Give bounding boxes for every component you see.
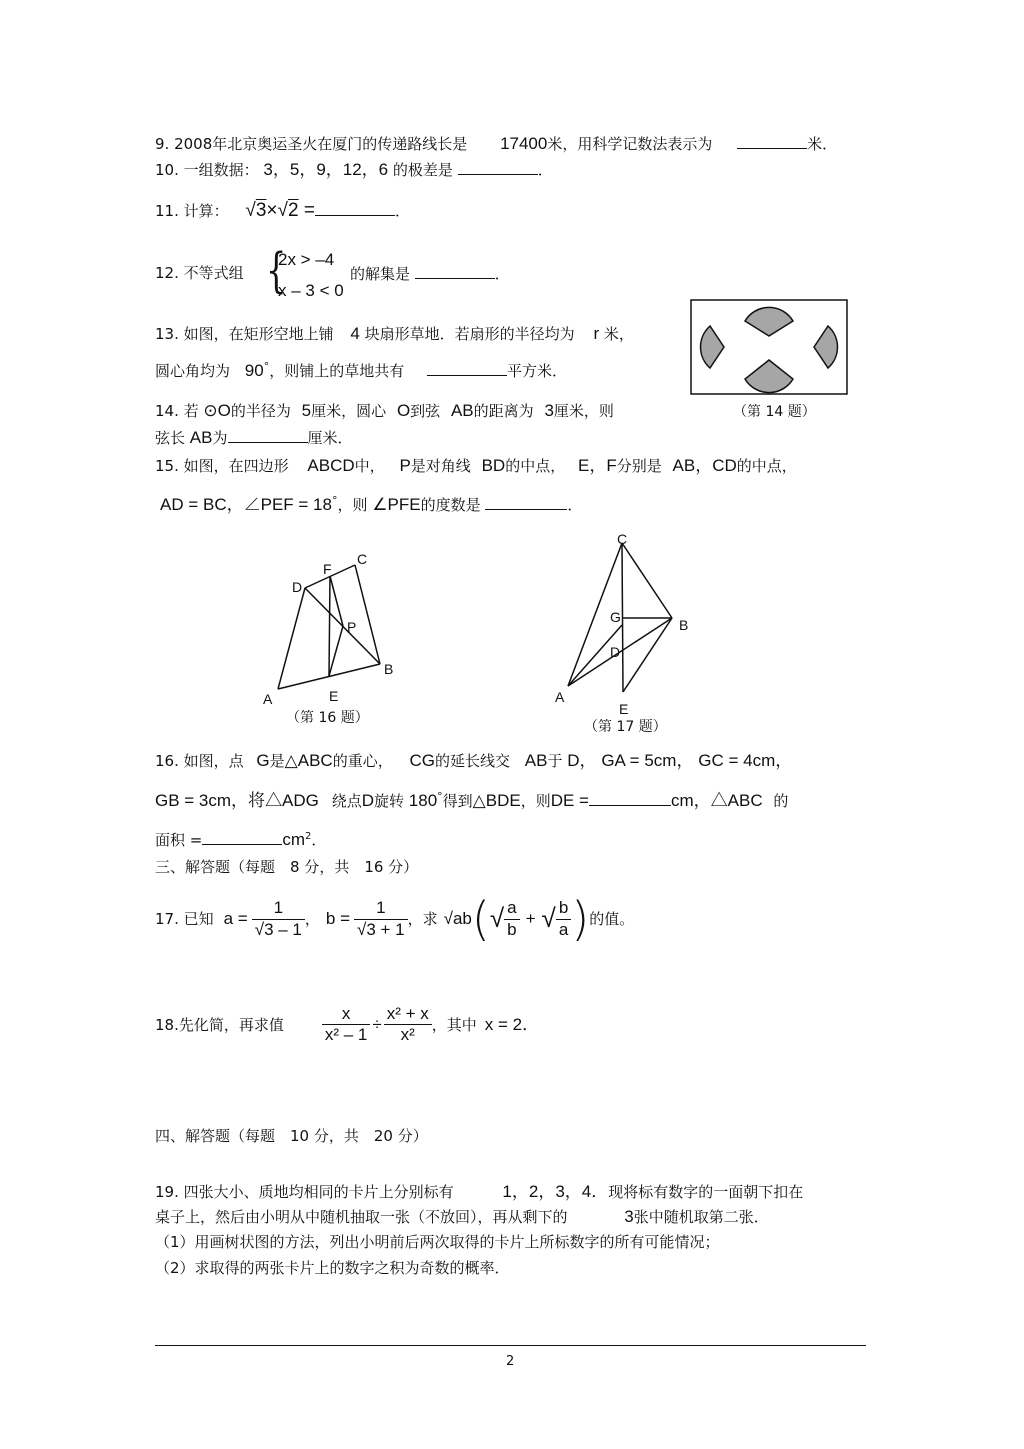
q14-text-d: 厘米，圆心: [311, 402, 387, 420]
q13-answer-blank[interactable]: [427, 361, 507, 376]
q17-fraction-ab: [504, 898, 519, 940]
question-9: [155, 134, 837, 154]
q10-answer-blank[interactable]: [458, 160, 538, 175]
q9-number: 9. 2008: [155, 135, 213, 153]
fig16-label-a: A: [263, 691, 273, 707]
q10-text: 的极差是: [392, 161, 453, 179]
fig16-segment-fp: [330, 576, 343, 626]
q10-tail: ．: [537, 161, 553, 179]
q14-distance: 3: [544, 401, 554, 420]
q16-segment-cg: CG: [409, 751, 435, 770]
q13-text-e: 米，: [603, 325, 634, 343]
fig16-segment-ep: [329, 626, 343, 676]
q16-text-g: 的延长线交: [434, 752, 510, 770]
q17-fraction-ba: [556, 898, 571, 940]
q16-text-2m: 的: [773, 792, 789, 810]
q12-brace: {: [266, 241, 287, 299]
question-15-line2: [160, 494, 582, 515]
q14-text-a: 14. 若: [155, 402, 199, 420]
question-16-line1: [155, 751, 792, 771]
q14-radius: 5: [301, 401, 312, 420]
q16-center-d: D: [361, 791, 374, 810]
q15-degree: °: [331, 494, 338, 507]
question-19-line1: [155, 1182, 803, 1202]
q16-gc: GC = 4cm，: [698, 751, 793, 770]
q17-fraction-b: [354, 898, 408, 940]
q15-text-g: 的中点，: [505, 457, 566, 475]
q12-text: 的解集是: [350, 265, 411, 283]
question-12-label: [155, 264, 244, 282]
q17-fraction-b-denominator: √3 + 1: [357, 919, 405, 939]
q13-text-2d: 平方米．: [507, 362, 568, 380]
q18-fraction-2: [384, 1004, 432, 1046]
q15-text-a: 15. 如图，在四边形: [155, 457, 289, 475]
figure-14: [690, 299, 848, 395]
q17-fraction-b-numerator: 1: [354, 898, 408, 919]
q11-expression: √3×√2 =: [245, 200, 315, 221]
q18-divide: ÷: [372, 1014, 382, 1034]
q11-answer-blank[interactable]: [315, 201, 395, 216]
q12-inequality-1: 2x > –4: [278, 250, 335, 269]
q15-quad: ABCD: [307, 456, 355, 475]
figure-16: [255, 545, 415, 715]
question-14-line2: [155, 428, 353, 448]
question-16-line2: [155, 790, 788, 811]
q9-value: 17400: [500, 134, 548, 153]
question-15-line1: [155, 456, 797, 476]
q16-text-a: 16. 如图，点: [155, 752, 244, 770]
question-19-part-2: （2）求取得的两张卡片上的数字之积为奇数的概率．: [155, 1259, 510, 1277]
q16-text-2c: 绕点: [331, 792, 362, 810]
q14-text-2c: 为: [212, 429, 228, 447]
q19-text-2a: 桌子上，然后由小明从中随机抽取一张（不放回），再从剩下的: [155, 1208, 568, 1226]
figure-17: [550, 530, 710, 720]
q13-count: 4: [350, 324, 360, 343]
q16-ga: GA = 5cm，: [601, 751, 694, 770]
footer-rule: [155, 1345, 866, 1346]
q17-fraction-ab-numerator: a: [504, 898, 519, 919]
q14-text-b: 的半径为: [230, 402, 291, 420]
q16-text-e: 的重心，: [332, 752, 393, 770]
q9-tail: 米．: [807, 135, 838, 153]
q18-fraction-2-numerator: x² + x: [384, 1004, 432, 1025]
question-13-line2: [155, 360, 567, 381]
q16-text-2e: 旋转: [373, 792, 404, 810]
q13-radius: r: [593, 324, 600, 343]
q18-fraction-2-denominator: x²: [400, 1025, 415, 1045]
q16-gb: GB = 3cm，将: [155, 791, 266, 810]
question-17: [155, 892, 635, 946]
q18-text: ，其中: [431, 1015, 477, 1034]
q15-diagonal: BD: [481, 456, 506, 475]
q10-number: 10. 一组数据：: [155, 161, 259, 179]
q16-text-i: 于: [547, 752, 563, 770]
q11-times: ×: [266, 200, 278, 221]
q18-condition: x = 2．: [484, 1014, 540, 1034]
q15-text-i: 分别是: [616, 457, 662, 475]
q16-text-c: 是: [269, 752, 285, 770]
question-18: [155, 1004, 539, 1046]
q14-center: O: [396, 401, 411, 420]
fig14-sector-top: [745, 307, 793, 336]
fig17-label-a: A: [555, 689, 565, 705]
q19-numbers: 1，2，3，4．: [502, 1182, 609, 1201]
question-13-line1: [155, 324, 634, 344]
question-19-line2: [155, 1207, 769, 1227]
q15-text-k: 的中点，: [736, 457, 797, 475]
q19-text-a: 19. 四张大小、质地均相同的卡片上分别标有: [155, 1183, 454, 1201]
q16-triangle: △ABC: [284, 751, 333, 770]
question-11: [155, 200, 410, 223]
q16-de-answer-blank[interactable]: [589, 791, 671, 806]
q17-a-eq: a =: [223, 908, 248, 928]
q17-fraction-a-numerator: 1: [252, 898, 305, 919]
fig14-sector-bottom: [745, 360, 793, 393]
q14-chord-2: AB: [189, 428, 213, 447]
q17-fraction-a-denominator: √3 – 1: [254, 919, 302, 939]
q14-answer-blank[interactable]: [228, 428, 308, 443]
q15-answer-blank[interactable]: [485, 495, 567, 510]
q19-remaining: 3: [624, 1207, 634, 1226]
fig16-label-b: B: [384, 661, 394, 677]
fig16-side-cb: [355, 565, 380, 664]
q16-point-d: D，: [567, 751, 597, 770]
fig16-side-ad: [278, 588, 305, 689]
fig17-label-b: B: [679, 617, 689, 633]
fig17-side-cb: [622, 543, 672, 618]
question-16-line3: [155, 830, 326, 850]
q12-answer-blank[interactable]: [415, 264, 495, 279]
q16-area-exponent: 2: [305, 831, 312, 842]
q16-area-unit: cm: [282, 830, 306, 849]
q14-chord: AB: [450, 401, 474, 420]
q15-text-c: 中，: [354, 457, 385, 475]
q17-plus: +: [525, 908, 536, 928]
fig17-caption: （第 17 题）: [584, 719, 667, 735]
q13-degree: °: [263, 360, 270, 373]
q16-triangle-adg: △ADG: [265, 791, 319, 810]
q16-unit: cm，: [671, 791, 711, 810]
q16-side-ab: AB: [524, 751, 548, 770]
q12-rest: [350, 264, 510, 283]
q19-text-c: 现将标有数字的一面朝下扣在: [608, 1183, 804, 1201]
fig17-label-d: D: [610, 644, 621, 660]
q11-equals: =: [303, 200, 315, 221]
q11-radicand-a: 3: [255, 200, 267, 221]
page-number: 2: [506, 1354, 515, 1369]
q18-fraction-1-denominator: x² – 1: [324, 1025, 368, 1045]
q16-area-answer-blank[interactable]: [202, 830, 282, 845]
q17-separator: ，: [304, 910, 320, 928]
q14-circle: ⊙O: [203, 401, 231, 420]
question-10: [155, 160, 553, 180]
q14-text-h: 的距离为: [473, 402, 534, 420]
q14-text-j: 厘米，则: [553, 402, 614, 420]
q15-text-2d: 的度数是: [420, 496, 481, 514]
q14-text-2d: 厘米．: [307, 429, 353, 447]
fig16-label-e: E: [329, 688, 339, 704]
q16-text-3c: ．: [311, 831, 327, 849]
q9-answer-blank[interactable]: [737, 134, 807, 149]
fig14-caption: （第 14 题）: [733, 404, 816, 420]
section-4-heading: 四、解答题（每题 10 分，共 20 分）: [155, 1127, 428, 1145]
q15-tail: ．: [567, 496, 583, 514]
fig14-sector-right: [814, 326, 837, 368]
q15-angle: ∠PFE: [372, 495, 421, 514]
q9-text: 年北京奥运圣火在厦门的传递路线长是: [212, 135, 468, 153]
fig16-label-d: D: [292, 579, 303, 595]
q9-text2: 米，用科学记数法表示为: [547, 135, 713, 153]
q11-radicand-b: 2: [287, 200, 299, 221]
q15-text-2b: ，则: [337, 496, 368, 514]
q16-text-3a: 面积 =: [155, 831, 203, 849]
fig17-segment-eb: [623, 618, 672, 692]
question-14-line1: [155, 401, 614, 421]
q14-text-2a: 弦长: [155, 429, 186, 447]
q18-number: 18.先化简，再求值: [155, 1015, 284, 1034]
q15-given: AD = BC，∠PEF = 18: [160, 495, 332, 514]
q17-fraction-ba-numerator: b: [556, 898, 571, 919]
q17-fraction-ab-denominator: b: [507, 919, 517, 939]
fig17-label-c: C: [617, 531, 628, 547]
q12-inequality-2: x – 3 < 0: [278, 281, 344, 300]
q17-text: ，求: [407, 910, 438, 928]
q15-points-ef: E，F: [578, 456, 617, 475]
q17-fraction-ba-denominator: a: [558, 919, 569, 939]
q17-sqrt-sign-2: √: [541, 903, 556, 934]
fig14-sector-left: [701, 326, 724, 368]
q13-text-2c: ，则铺上的草地共有: [269, 362, 405, 380]
fig17-label-e: E: [619, 701, 629, 717]
q16-text-2g: 得到: [442, 792, 473, 810]
q19-text-2c: 张中随机取第二张．: [633, 1208, 769, 1226]
q13-text-a: 13. 如图，在矩形空地上铺: [155, 325, 334, 343]
fig16-caption: （第 16 题）: [286, 710, 369, 726]
q10-data: 3，5，9，12，6: [263, 160, 389, 179]
q13-text-c: 块扇形草地．若扇形的半径均为: [364, 325, 575, 343]
q15-text-e: 是对角线: [410, 457, 471, 475]
fig17-label-g: G: [610, 609, 621, 625]
q16-text-2i: ，则: [520, 792, 551, 810]
q13-angle: 90: [244, 361, 264, 380]
q18-fraction-1-numerator: x: [322, 1004, 371, 1025]
fig16-label-c: C: [357, 551, 368, 567]
q11-number: 11. 计算：: [155, 202, 229, 220]
q15-point-p: P: [399, 456, 411, 475]
q17-sqrt-ab: √ab: [443, 908, 472, 928]
q13-text-2a: 圆心角均为: [155, 362, 231, 380]
q16-point-g: G: [256, 751, 270, 770]
q17-sqrt-sign-1: √: [489, 903, 505, 934]
q17-right-paren: ): [571, 892, 590, 946]
q17-tail: 的值。: [589, 910, 635, 928]
fig16-segment-fe: [329, 576, 330, 676]
q16-de: DE =: [550, 791, 589, 810]
q16-triangle-bde: △BDE: [472, 791, 521, 810]
q11-tail: ．: [394, 202, 410, 220]
q14-text-f: 到弦: [410, 402, 441, 420]
q18-fraction-1: [322, 1004, 371, 1046]
q17-fraction-a: [252, 898, 305, 940]
q17-left-paren: (: [471, 892, 490, 946]
q16-triangle-abc: △ABC: [710, 791, 763, 810]
question-19-part-1: （1）用画树状图的方法，列出小明前后两次取得的卡片上所标数字的所有可能情况；: [155, 1233, 720, 1251]
fig16-label-p: P: [347, 619, 357, 635]
q16-angle: 180: [408, 791, 438, 810]
q16-degree: °: [437, 790, 443, 803]
q17-number: 17. 已知: [155, 910, 214, 928]
fig16-label-f: F: [323, 561, 332, 577]
q17-b-eq: b =: [325, 908, 350, 928]
q12-number: 12. 不等式组: [155, 264, 244, 282]
q12-tail: ．: [494, 265, 510, 283]
q15-sides: AB，CD: [672, 456, 737, 475]
section-3-heading: 三、解答题（每题 8 分，共 16 分）: [155, 858, 419, 876]
